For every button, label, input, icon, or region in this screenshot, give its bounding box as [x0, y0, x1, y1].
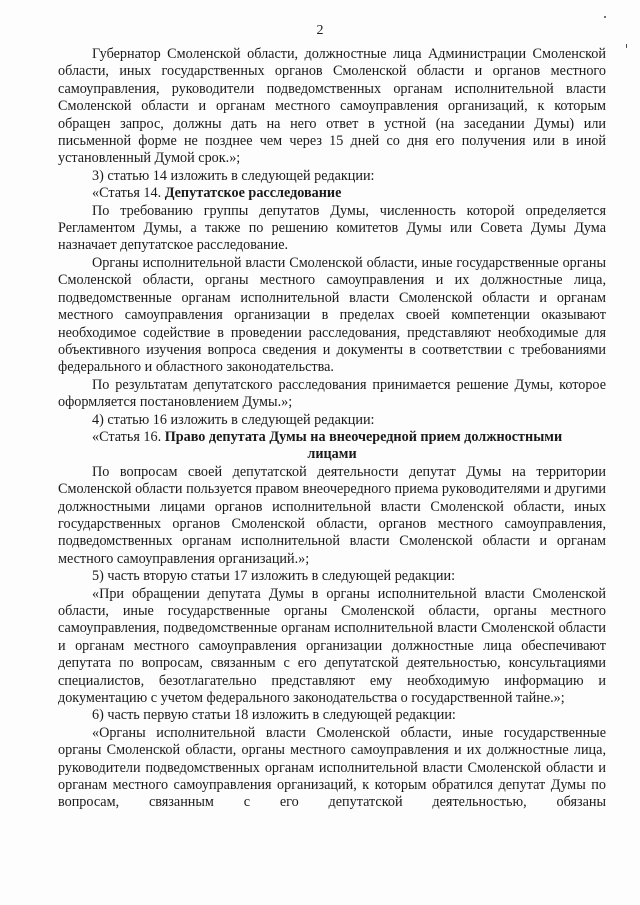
paragraph-investigation-result: По результатам депутатского расследования принимается решение Думы, которое оформляется постановлением Думы.»; — [58, 376, 606, 411]
scan-speck — [626, 44, 627, 48]
page-number: 2 — [316, 23, 324, 38]
paragraph-authorities-assist: Органы исполнительной власти Смоленской области, иные государственные органы Смоленской области, органы местного самоуправления и их должностные лица, подведомственные органам исполнительной власти Смоленской области и органам местного самоуправления организации в пределах своей компетенции оказывают необходимое содействие в проведении расследования, представляют необходимые для объективного изучения вопроса сведения и документы в соответствии с требованиями федерального и областного законодательства. — [58, 254, 606, 376]
paragraph-item-3: 3) статью 14 изложить в следующей редакции: — [92, 167, 375, 184]
article-16-heading — [58, 429, 606, 446]
article-16-prefix: «Статья 16. — [92, 428, 165, 445]
document-body — [58, 46, 606, 812]
article-16-heading-cont — [58, 446, 606, 463]
paragraph-item-5: 5) часть вторую статьи 17 изложить в следующей редакции: — [92, 568, 456, 585]
scan-speck — [604, 16, 606, 18]
paragraph-item-6: 6) часть первую статьи 18 изложить в следующей редакции: — [92, 707, 456, 724]
paragraph-governor: Губернатор Смоленской области, должностные лица Администрации Смоленской области, иных государственных органов Смоленской области и органов местного самоуправления, руководители подведомственных органам исполнительной власти Смоленской области и органам местного самоуправления организаций, к которым обращен запрос, должны дать на него ответ в устной (на заседании Думы) или письменной форме не позднее чем через 15 дней со дня его получения или в иной установленный Думой срок.»; — [58, 46, 606, 167]
article-16-title-line2: лицами — [307, 446, 357, 463]
paragraph-priority-reception: По вопросам своей депутатской деятельности депутат Думы на территории Смоленской области пользуется правом внеочередного приема руководителями и другими должностными лицами органов исполнительной власти Смоленской области, иных государственных органов Смоленской области, органов местного самоуправления, подведомственных органам исполнительной власти Смоленской области и органам местного самоуправления организаций.»; — [58, 463, 606, 567]
paragraph-item-4: 4) статью 16 изложить в следующей редакции: — [92, 411, 375, 428]
paragraph-investigation-request: По требованию группы депутатов Думы, численность которой определяется Регламентом Думы, а также по решению комитетов Думы или Совета Думы Дума назначает депутатское расследование. — [58, 202, 606, 254]
article-14-prefix: «Статья 14. — [92, 185, 165, 202]
article-14-title: Депутатское расследование — [164, 185, 342, 202]
paragraph-deputy-appeal: «При обращении депутата Думы в органы исполнительной власти Смоленской области, иные государственные органы Смоленской области, органы местного самоуправления, подведомственные органам исполнительной власти Смоленской области и органам местного самоуправления организации должностные лица обеспечивают депутата по вопросам, связанным с его депутатской деятельностью, консультациями специалистов, безотлагательно представляют ему необходимую информацию и документацию с учетом федерального законодательства о государственной тайне.»; — [58, 585, 606, 707]
article-16-title: Право депутата Думы на внеочередной прием должностными — [164, 428, 563, 445]
article-14-heading — [58, 185, 606, 202]
paragraph-authorities-obliged: «Органы исполнительной власти Смоленской области, иные государственные органы Смоленской области, органы местного самоуправления и их должностные лица, руководители подведомственных органам исполнительной власти Смоленской области и органам местного самоуправления организаций, к которым обратился депутат Думы по вопросам, связанным с его депутатской деятельностью, обязаны — [58, 724, 606, 811]
